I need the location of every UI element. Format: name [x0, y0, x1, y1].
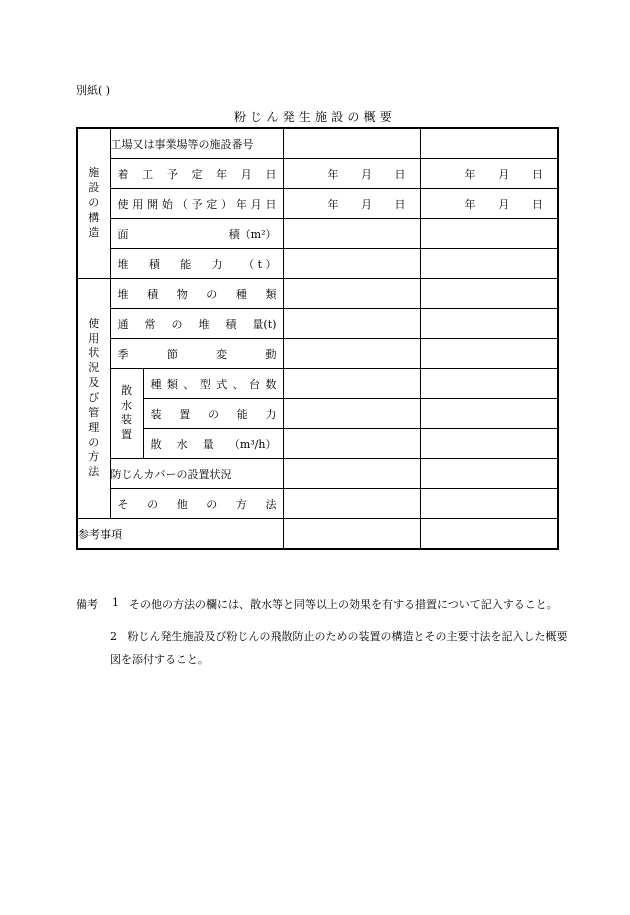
normal-amount-label: 通 常 の 堆 積 量(t) — [110, 309, 283, 339]
facility-number-label: 工場又は事業場等の施設番号 — [110, 128, 283, 159]
table-row — [77, 489, 558, 519]
type-model-count-field-1[interactable] — [283, 369, 420, 399]
seasonal-variation-field-2[interactable] — [420, 339, 558, 369]
material-type-field-2[interactable] — [420, 279, 558, 309]
start-date-field-1[interactable]: 年 月 日 — [283, 159, 420, 189]
other-method-field-1[interactable] — [283, 489, 420, 519]
area-field-2[interactable] — [420, 219, 558, 249]
water-amount-field-2[interactable] — [420, 429, 558, 459]
other-method-label: そ の 他 の 方 法 — [110, 489, 283, 519]
table-row — [77, 279, 558, 309]
remarks — [76, 596, 576, 671]
remark-number-1: 1 — [112, 596, 119, 609]
table-row — [77, 399, 558, 429]
table-row — [77, 459, 558, 489]
dust-cover-label: 防じんカバーの設置状況 — [110, 459, 283, 489]
area-field-1[interactable] — [283, 219, 420, 249]
notes-field-1[interactable] — [283, 519, 420, 550]
table-row — [77, 339, 558, 369]
water-amount-label: 散 水 量 （m³/h） — [143, 429, 283, 459]
normal-amount-field-1[interactable] — [283, 309, 420, 339]
area-label: 面 積（m²） — [110, 219, 283, 249]
water-amount-field-1[interactable] — [283, 429, 420, 459]
section-structure-label — [77, 128, 110, 279]
start-date-label: 着 工 予 定 年 月 日 — [110, 159, 283, 189]
table-row — [77, 249, 558, 279]
table-row — [77, 369, 558, 399]
use-start-date-field-1[interactable]: 年 月 日 — [283, 189, 420, 219]
material-type-field-1[interactable] — [283, 279, 420, 309]
type-model-count-label: 種 類 、 型 式 、 台 数 — [143, 369, 283, 399]
remark-text-2: 粉じん発生施設及び粉じんの飛散防止のための装置の構造とその主要寸法を記入した概要図を添付すること。 — [110, 630, 568, 666]
remark-item-2 — [76, 626, 576, 671]
dust-cover-field-2[interactable] — [420, 459, 558, 489]
material-type-label: 堆 積 物 の 種 類 — [110, 279, 283, 309]
facility-number-field-1[interactable] — [283, 128, 420, 159]
seasonal-variation-label: 季 節 変 動 — [110, 339, 283, 369]
table-row — [77, 128, 558, 159]
usage-chars: 使 用 状 況 及 び 管 理 の 方 法 — [88, 316, 100, 479]
capacity-label: 堆 積 能 力 （ t ） — [110, 249, 283, 279]
form-title: 粉じん発生施設の概要 — [233, 110, 396, 124]
notes-label: 参考事項 — [77, 519, 283, 550]
structure-chars: 施 設 の 構 造 — [88, 166, 100, 239]
capacity-field-2[interactable] — [420, 249, 558, 279]
table-row — [77, 189, 558, 219]
start-date-field-2[interactable]: 年 月 日 — [420, 159, 558, 189]
section-sprinkler-label — [110, 369, 143, 459]
table-row — [77, 159, 558, 189]
notes-field-2[interactable] — [420, 519, 558, 550]
table-row — [77, 429, 558, 459]
remark-text-1: その他の方法の欄には、散水等と同等以上の効果を有する措置について記入すること。 — [129, 598, 558, 611]
facility-number-field-2[interactable] — [420, 128, 558, 159]
device-capacity-field-2[interactable] — [420, 399, 558, 429]
use-start-date-label: 使 用 開 始 （ 予 定 ） 年 月 日 — [110, 189, 283, 219]
dust-cover-field-1[interactable] — [283, 459, 420, 489]
device-capacity-field-1[interactable] — [283, 399, 420, 429]
table-row — [77, 219, 558, 249]
sprinkler-chars: 散 水 装 置 — [121, 383, 132, 442]
table-row — [77, 519, 558, 550]
remark-item-1 — [76, 596, 576, 612]
attachment-label: 別紙( ) — [76, 84, 111, 97]
capacity-field-1[interactable] — [283, 249, 420, 279]
seasonal-variation-field-1[interactable] — [283, 339, 420, 369]
remarks-label: 備考 — [76, 598, 98, 611]
normal-amount-field-2[interactable] — [420, 309, 558, 339]
other-method-field-2[interactable] — [420, 489, 558, 519]
remark-number-2: 2 — [110, 630, 117, 643]
section-usage-label — [77, 279, 110, 519]
use-start-date-field-2[interactable]: 年 月 日 — [420, 189, 558, 219]
type-model-count-field-2[interactable] — [420, 369, 558, 399]
table-row — [77, 309, 558, 339]
device-capacity-label: 装 置 の 能 力 — [143, 399, 283, 429]
facility-overview-table — [76, 127, 559, 550]
